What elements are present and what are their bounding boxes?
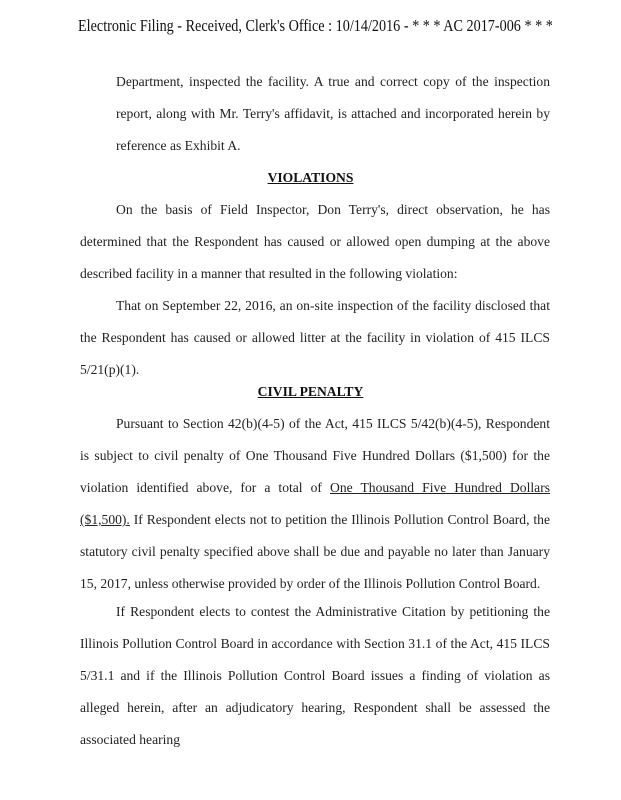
paragraph-violation-detail: That on September 22, 2016, an on-site inspection of the facility disclosed that the Respondent has caused or allowed litter at the facility in violation of 415 ILCS 5/21(p)(1). — [80, 298, 550, 377]
paragraph-observation: On the basis of Field Inspector, Don Terry's, direct observation, he has determined that the Respondent has caused or allowed open dumping at the above described facility in a manner that resulted in the following violation: — [80, 202, 550, 281]
filing-stamp-header: Electronic Filing - Received, Clerk's Office : 10/14/2016 - * * * AC 2017-006 * * * — [78, 16, 553, 35]
penalty-text-after: If Respondent elects not to petition the Illinois Pollution Control Board, the statutory civil penalty specified above shall be due and payable no later than January 15, 2017, unless otherwise provided by order of the Illinois Pollution Control Board. — [80, 512, 550, 591]
penalty-text-before: Pursuant to Section 42(b)(4-5) of the Act, 415 ILCS 5/42(b)(4-5), Respondent is subject to civil penalty of One Thousand Five Hundred Dollars ($1,500) for the violation identified above, for a total of — [80, 416, 550, 495]
paragraph-inspection-report: Department, inspected the facility. A true and correct copy of the inspection report, along with Mr. Terry's affidavit, is attached and incorporated herein by reference as Exhibit A. — [116, 74, 550, 153]
civil-penalty-heading: CIVIL PENALTY — [257, 384, 364, 399]
paragraph-civil-penalty — [80, 408, 550, 600]
penalty-total-underlined: One Thousand Five Hundred Dollars ($1,500). — [80, 480, 551, 527]
violations-heading: VIOLATIONS — [267, 170, 354, 185]
paragraph-contest-citation: If Respondent elects to contest the Administrative Citation by petitioning the Illinois Pollution Control Board in accordance with Section 31.1 of the Act, 415 ILCS 5/31.1 and if the Illinois Pollution Control Board issues a finding of violation as alleged herein, after an adjudicatory hearing, Respondent shall be assessed the associated hearing — [80, 604, 550, 747]
